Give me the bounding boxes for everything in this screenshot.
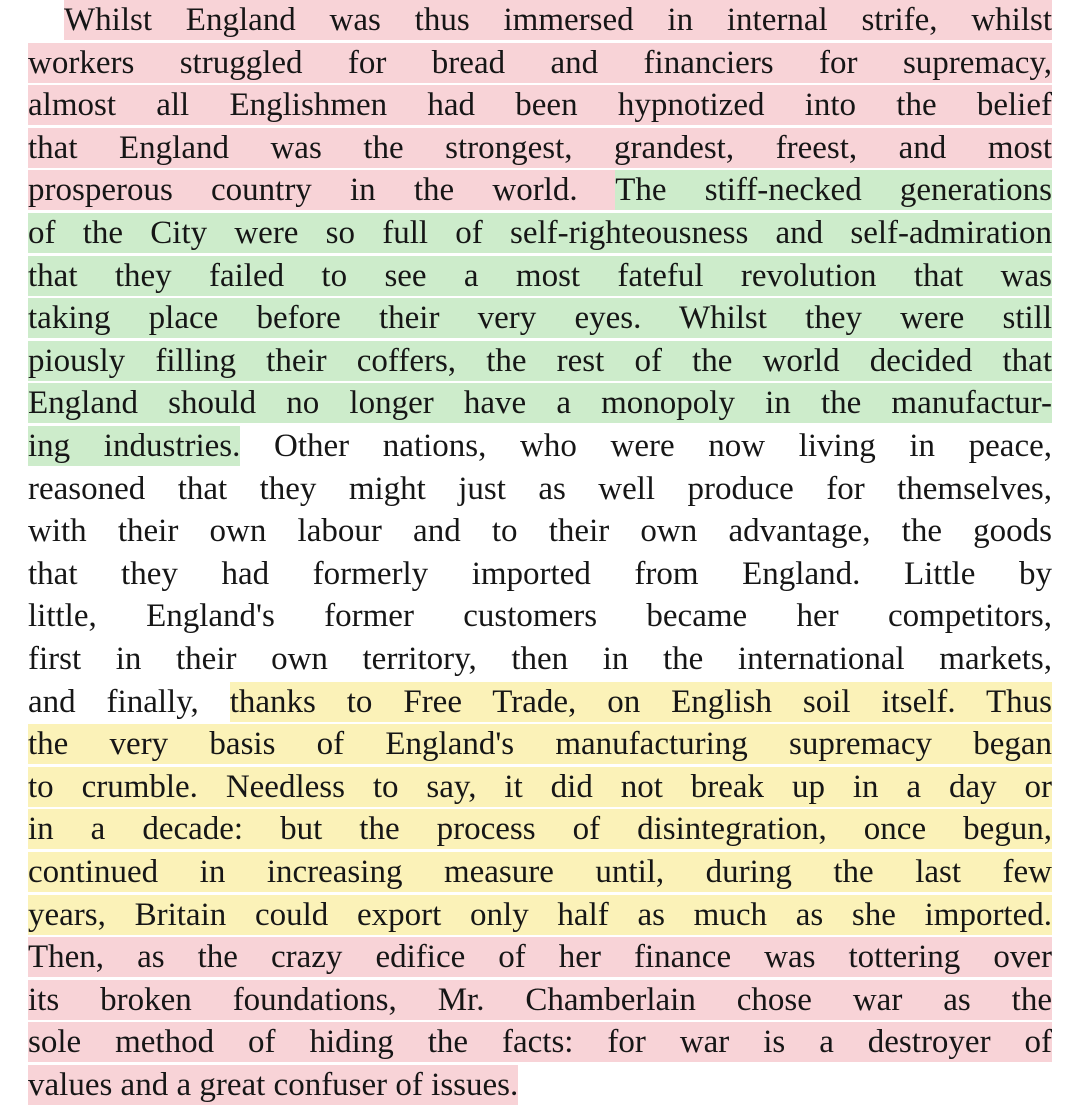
text-line <box>28 1064 1052 1107</box>
highlight-yellow: thanks to Free Trade, on English soil itself. Thus <box>229 683 1052 720</box>
text-line <box>28 340 1052 383</box>
highlight-pink: sole method of hiding the facts: for war is a destroyer of <box>28 1024 1052 1061</box>
text-line <box>28 894 1052 937</box>
text-span: reasoned that they might just as well produce for themselves, <box>28 470 1052 507</box>
text-line <box>28 808 1052 851</box>
highlight-yellow: in a decade: but the process of disintegration, once begun, <box>28 811 1052 848</box>
text-line <box>28 638 1052 681</box>
text-line <box>28 1021 1052 1064</box>
text-span: and finally, <box>28 683 230 720</box>
text-line <box>28 468 1052 511</box>
text-line <box>28 42 1052 85</box>
text-span: with their own labour and to their own advantage, the goods <box>28 513 1052 550</box>
text-line <box>28 681 1052 724</box>
text-line <box>28 510 1052 553</box>
highlight-pink: that England was the strongest, grandest, freest, and most <box>28 129 1052 166</box>
text-line <box>28 553 1052 596</box>
highlight-pink: workers struggled for bread and financiers for supremacy, <box>28 44 1052 81</box>
highlight-yellow: continued in increasing measure until, during the last few <box>28 854 1052 890</box>
text-line <box>28 255 1052 298</box>
highlight-yellow: to crumble. Needless to say, it did not break up in a day or <box>28 768 1052 805</box>
highlight-pink: Then, as the crazy edifice of her finance was tottering over <box>28 939 1052 976</box>
text-line <box>28 723 1052 766</box>
highlight-green: taking place before their very eyes. Whilst they were still <box>28 300 1052 337</box>
highlight-green: The stiff-necked generations <box>615 172 1052 209</box>
highlight-pink: prosperous country in the world. <box>28 172 616 209</box>
highlight-green: piously filling their coffers, the rest of the world decided that <box>28 342 1052 379</box>
text-line <box>28 425 1052 468</box>
text-span: that they had formerly imported from England. Little by <box>28 555 1052 592</box>
text-line <box>28 84 1052 127</box>
text-line <box>28 851 1052 894</box>
text-line <box>28 382 1052 425</box>
text-line <box>28 212 1052 255</box>
highlight-green: England should no longer have a monopoly in the manufactur- <box>28 385 1052 422</box>
text-span: Other nations, who were now living in peace, <box>240 428 1052 464</box>
text-span: first in their own territory, then in the international markets, <box>28 641 1052 677</box>
highlight-green: ing industries. <box>28 428 241 464</box>
text-line <box>28 595 1052 638</box>
highlight-pink: Whilst England was thus immersed in internal strife, whilst <box>64 2 1052 38</box>
text-line <box>28 169 1052 212</box>
highlight-pink: almost all Englishmen had been hypnotized into the belief <box>28 87 1052 124</box>
highlight-green: that they failed to see a most fateful revolution that was <box>28 257 1052 294</box>
text-line <box>28 766 1052 809</box>
text-line <box>28 297 1052 340</box>
text-span: little, England's former customers became her competitors, <box>28 598 1052 635</box>
text-line <box>28 936 1052 979</box>
text-line <box>28 127 1052 170</box>
text-line <box>64 0 1052 42</box>
highlight-green: of the City were so full of self-righteousness and self-admiration <box>28 215 1052 251</box>
highlight-pink: its broken foundations, Mr. Chamberlain chose war as the <box>28 981 1052 1018</box>
highlight-pink: values and a great confuser of issues. <box>28 1067 519 1103</box>
highlight-yellow: the very basis of England's manufacturing supremacy began <box>28 726 1052 763</box>
highlight-yellow: years, Britain could export only half as much as she imported. <box>28 896 1052 933</box>
text-line <box>28 979 1052 1022</box>
